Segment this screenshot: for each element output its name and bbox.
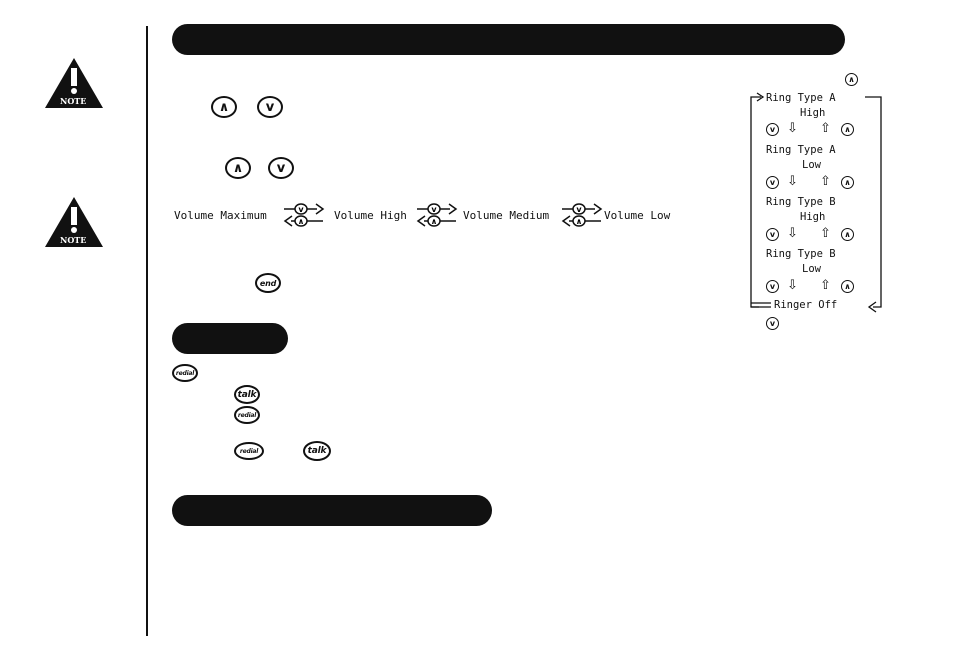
up-button-icon: ∧ <box>225 157 251 179</box>
ring-type-label: Ring Type A <box>766 92 836 104</box>
section-header-bar-3 <box>172 495 492 526</box>
note-label: NOTE <box>60 96 87 106</box>
margin-rule <box>146 26 148 636</box>
note-warning-icon <box>43 195 105 251</box>
ring-type-label: Ring Type B <box>766 196 836 208</box>
down-button-icon: v <box>766 123 779 136</box>
svg-text:v: v <box>298 205 304 214</box>
down-arrow-icon: ⇩ <box>787 278 798 293</box>
volume-level-label: Volume Medium <box>463 209 550 222</box>
down-button-icon: v <box>268 157 294 179</box>
up-arrow-icon: ⇧ <box>820 278 831 293</box>
ring-level-label: Low <box>802 159 821 171</box>
bidirectional-arrow-icon <box>561 202 603 228</box>
up-button-icon: ∧ <box>841 176 854 189</box>
down-button-icon: v <box>766 176 779 189</box>
down-button-icon: v <box>766 317 779 330</box>
end-button-icon: end <box>255 273 281 293</box>
ring-level-label: High <box>800 107 826 119</box>
ring-level-label: Low <box>802 263 821 275</box>
up-button-icon: ∧ <box>841 123 854 136</box>
section-header-bar-1 <box>172 24 845 55</box>
volume-level-label: Volume Maximum <box>174 209 267 222</box>
down-button-icon: v <box>257 96 283 118</box>
note-warning-icon <box>43 56 105 112</box>
up-arrow-icon: ⇧ <box>820 121 831 136</box>
talk-button-icon: talk <box>303 441 331 461</box>
volume-level-label: Volume High <box>334 209 407 222</box>
up-button-icon: ∧ <box>211 96 237 118</box>
up-arrow-icon: ⇧ <box>820 174 831 189</box>
note-label: NOTE <box>60 235 87 245</box>
redial-button-icon: redial <box>234 406 260 424</box>
svg-text:∧: ∧ <box>297 217 305 226</box>
down-button-icon: v <box>766 280 779 293</box>
up-button-icon: ∧ <box>841 228 854 241</box>
ring-type-diagram <box>745 70 890 335</box>
bidirectional-arrow-icon <box>283 202 325 228</box>
down-arrow-icon: ⇩ <box>787 174 798 189</box>
ring-type-label: Ringer Off <box>774 299 838 311</box>
section-header-bar-2 <box>172 323 288 354</box>
ring-level-label: High <box>800 211 826 223</box>
up-arrow-icon: ⇧ <box>820 226 831 241</box>
bidirectional-arrow-icon <box>416 202 458 228</box>
down-arrow-icon: ⇩ <box>787 121 798 136</box>
down-button-icon: v <box>766 228 779 241</box>
svg-text:∧: ∧ <box>430 217 438 226</box>
redial-button-icon: redial <box>234 442 264 460</box>
talk-button-icon: talk <box>234 385 260 404</box>
svg-text:v: v <box>576 205 582 214</box>
redial-button-icon: redial <box>172 364 198 382</box>
ring-type-label: Ring Type A <box>766 144 836 156</box>
down-arrow-icon: ⇩ <box>787 226 798 241</box>
up-button-icon: ∧ <box>841 280 854 293</box>
ring-type-label: Ring Type B <box>766 248 836 260</box>
svg-text:v: v <box>431 205 437 214</box>
svg-text:∧: ∧ <box>575 217 583 226</box>
volume-level-label: Volume Low <box>604 209 671 222</box>
up-button-icon: ∧ <box>845 73 858 86</box>
